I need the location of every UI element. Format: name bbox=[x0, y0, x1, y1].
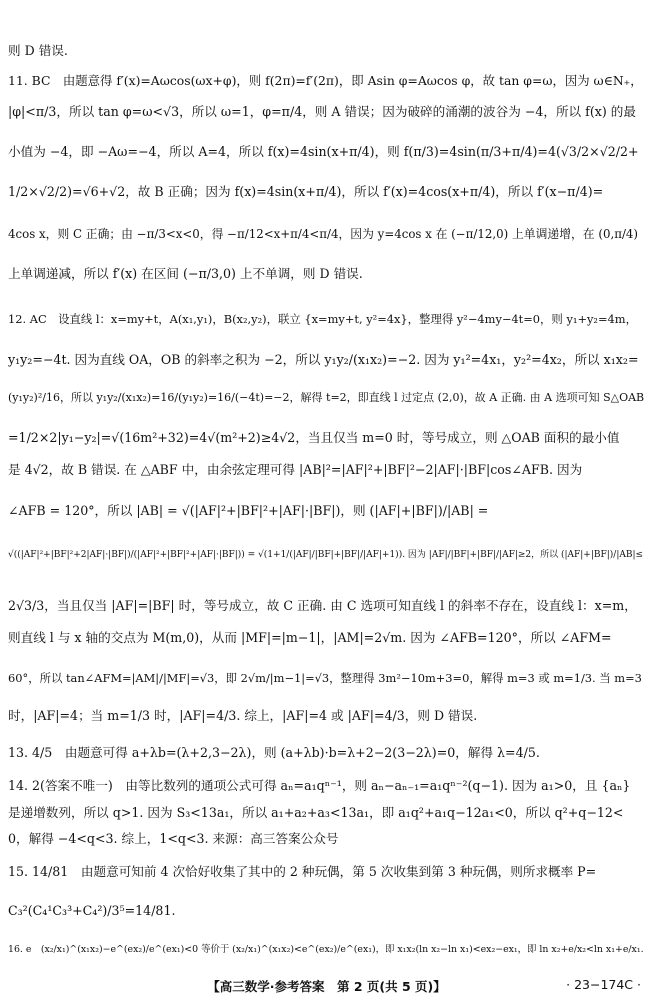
text-line: 15. 14/81 由题意可知前 4 次恰好收集了其中的 2 种玩偶，第 5 次收集到第 3 种玩偶，则所求概率 P= bbox=[8, 864, 597, 879]
text-line: =1/2×2|y₁−y₂|=√(16m²+32)=4√(m²+2)≥4√2，当且仅当 m=0 时，等号成立，则 △OAB 面积的最小值 bbox=[8, 430, 620, 445]
text-line: 2√3/3，当且仅当 |AF|=|BF| 时，等号成立，故 C 正确. 由 C 选项可知直线 l 的斜率不存在，设直线 l：x=m， bbox=[8, 598, 637, 613]
text-line: |φ|<π/3，所以 tan φ=ω<√3，所以 ω=1，φ=π/4，则 A 错误；因为破碎的涌潮的波谷为 −4，所以 f(x) 的最 bbox=[8, 104, 636, 119]
text-line: 11. BC 由题意得 f′(x)=Aωcos(ωx+φ)，则 f(2π)=f′(2π)，即 Asin φ=Aωcos φ，故 tan φ=ω，因为 ω∈N₊， bbox=[8, 73, 643, 88]
text-line: 0，解得 −4<q<3. 综上，1<q<3. 来源：高三答案公众号 bbox=[8, 831, 339, 846]
text-line: 16. e (x₂/x₁)^(x₁x₂)−e^(ex₂)/e^(ex₁)<0 等价于 (x₂/x₁)^(x₁x₂)<e^(ex₂)/e^(ex₁)，即 x₁x₂(ln x₂−ln x₁)<ex₂−ex₁，即 ln x₂+e/x₂<ln x₁+e/x₁. bbox=[8, 944, 644, 955]
text-line: 上单调递减，所以 f′(x) 在区间 (−π/3,0) 上不单调，则 D 错误. bbox=[8, 266, 363, 281]
text-line: 时，|AF|=4；当 m=1/3 时，|AF|=4/3. 综上，|AF|=4 或 |AF|=4/3，则 D 错误. bbox=[8, 708, 478, 723]
text-line: √((|AF|²+|BF|²+2|AF|·|BF|)/(|AF|²+|BF|²+|AF|·|BF|)) = √(1+1/(|AF|/|BF|+|BF|/|AF|+1)). 因为 |AF|/|BF|+|BF|/|AF|≥2，所以 (|AF|+|BF|)/|AB|≤ bbox=[8, 550, 644, 560]
text-line: y₁y₂=−4t. 因为直线 OA，OB 的斜率之积为 −2，所以 y₁y₂/(x₁x₂)=−2. 因为 y₁²=4x₁，y₂²=4x₂，所以 x₁x₂= bbox=[8, 352, 639, 367]
text-line: 12. AC 设直线 l：x=my+t，A(x₁,y₁)，B(x₂,y₂)，联立 {x=my+t, y²=4x}，整理得 y²−4my−4t=0，则 y₁+y₂=4m， bbox=[8, 312, 637, 326]
text-line: 是递增数列，所以 q>1. 因为 S₃<13a₁，所以 a₁+a₂+a₃<13a₁，即 a₁q²+a₁q−12a₁<0，所以 q²+q−12< bbox=[8, 805, 624, 820]
footer-code: · 23−174C · bbox=[566, 977, 641, 992]
text-line: 14. 2(答案不唯一) 由等比数列的通项公式可得 aₙ=a₁qⁿ⁻¹，则 aₙ−aₙ₋₁=a₁qⁿ⁻²(q−1). 因为 a₁>0，且 {aₙ} bbox=[8, 778, 631, 793]
text-line: 是 4√2，故 B 错误. 在 △ABF 中，由余弦定理可得 |AB|²=|AF|²+|BF|²−2|AF|·|BF|cos∠AFB. 因为 bbox=[8, 462, 583, 477]
text-line: 13. 4/5 由题意可得 a+λb=(λ+2,3−2λ)，则 (a+λb)·b=λ+2−2(3−2λ)=0，解得 λ=4/5. bbox=[8, 745, 540, 760]
text-line: C₃²(C₄¹C₃³+C₄²)/3⁵=14/81. bbox=[8, 903, 176, 918]
text-line: 则 D 错误. bbox=[8, 43, 68, 58]
text-line: 4cos x，则 C 正确；由 −π/3<x<0，得 −π/12<x+π/4<π/4，因为 y=4cos x 在 (−π/12,0) 上单调递增，在 (0,π/4) bbox=[8, 227, 639, 241]
text-line: 60°，所以 tan∠AFM=|AM|/|MF|=√3，即 2√m/|m−1|=√3，整理得 3m²−10m+3=0，解得 m=3 或 m=1/3. 当 m=3 bbox=[8, 671, 642, 685]
text-line: (y₁y₂)²/16，所以 y₁y₂/(x₁x₂)=16/(y₁y₂)=16/(−4t)=−2，解得 t=2，即直线 l 过定点 (2,0)，故 A 正确. 由 A 选项可知 S△OAB bbox=[8, 391, 645, 404]
text-line: 小值为 −4，即 −Aω=−4，所以 A=4，所以 f(x)=4sin(x+π/4)，则 f(π/3)=4sin(π/3+π/4)=4(√3/2×√2/2+ bbox=[8, 144, 639, 159]
text-line: ∠AFB = 120°，所以 |AB| = √(|AF|²+|BF|²+|AF|·|BF|)，则 (|AF|+|BF|)/|AB| = bbox=[8, 503, 489, 518]
page-footer bbox=[0, 975, 653, 997]
footer-title: 【高三数学·参考答案 第 2 页(共 5 页)】 bbox=[207, 979, 446, 994]
text-line: 则直线 l 与 x 轴的交点为 M(m,0)，从而 |MF|=|m−1|，|AM|=2√m. 因为 ∠AFB=120°，所以 ∠AFM= bbox=[8, 630, 612, 645]
text-line: 1/2×√2/2)=√6+√2，故 B 正确；因为 f(x)=4sin(x+π/4)，所以 f′(x)=4cos(x+π/4)，所以 f′(x−π/4)= bbox=[8, 184, 604, 199]
